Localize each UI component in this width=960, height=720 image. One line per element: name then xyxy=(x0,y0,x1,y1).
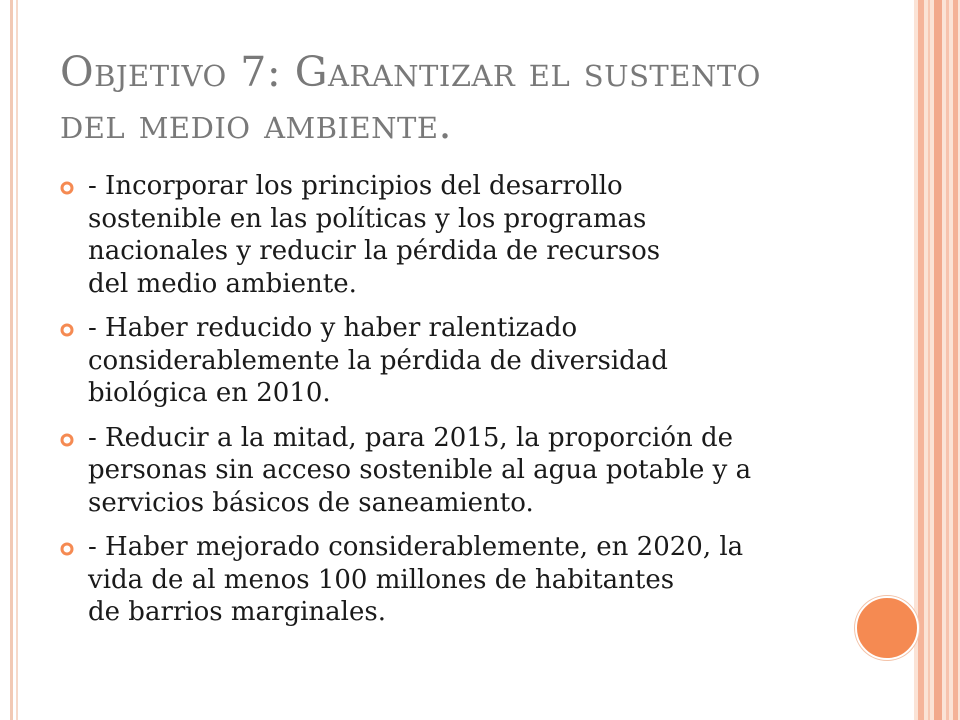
bullet-line: - Haber reducido y haber ralentizado xyxy=(88,313,578,343)
bullet-item xyxy=(60,170,860,300)
bullet-line: - Haber mejorado considerablemente, en 2020, la xyxy=(88,532,744,562)
bullet-line: sostenible en las políticas y los programas xyxy=(88,203,647,234)
slide-title-line: del medio ambiente. xyxy=(60,100,453,148)
slide-title xyxy=(60,46,860,150)
bullet-item xyxy=(60,312,860,410)
bullet-line: servicios básicos de saneamiento. xyxy=(88,487,534,518)
right-stripe xyxy=(928,0,930,720)
bullet-line: considerablemente la pérdida de diversidad xyxy=(88,345,668,376)
right-stripe xyxy=(953,0,958,720)
bullet-line: personas sin acceso sostenible al agua potable y a xyxy=(88,455,752,485)
bullet-list xyxy=(60,170,860,641)
orange-circle-icon xyxy=(855,596,919,660)
bullet-text xyxy=(88,170,860,300)
bullet-line: - Reducir a la mitad, para 2015, la proporción de xyxy=(88,422,734,453)
bullet-text xyxy=(88,312,860,410)
left-accent-line-thin xyxy=(16,0,18,720)
right-stripe xyxy=(918,0,924,720)
ring-bullet-icon xyxy=(60,181,74,195)
bullet-text xyxy=(88,531,860,629)
ring-bullet-icon xyxy=(60,323,74,337)
right-stripe xyxy=(934,0,942,720)
ring-bullet-icon xyxy=(60,433,74,447)
bullet-line: del medio ambiente. xyxy=(88,268,357,299)
bullet-item xyxy=(60,531,860,629)
bullet-line: vida de al menos 100 millones de habitantes xyxy=(88,564,675,595)
bullet-item xyxy=(60,422,860,520)
right-stripe xyxy=(946,0,949,720)
ring-bullet-icon xyxy=(60,542,74,556)
left-accent-line xyxy=(10,0,13,720)
bullet-line: de barrios marginales. xyxy=(88,597,386,627)
slide-title-line: Objetivo 7: Garantizar el sustento xyxy=(60,48,761,96)
bullet-line: nacionales y reducir la pérdida de recursos xyxy=(88,236,661,266)
bullet-text xyxy=(88,422,860,520)
bullet-line: - Incorporar los principios del desarrollo xyxy=(88,171,623,201)
bullet-line: biológica en 2010. xyxy=(88,378,331,408)
